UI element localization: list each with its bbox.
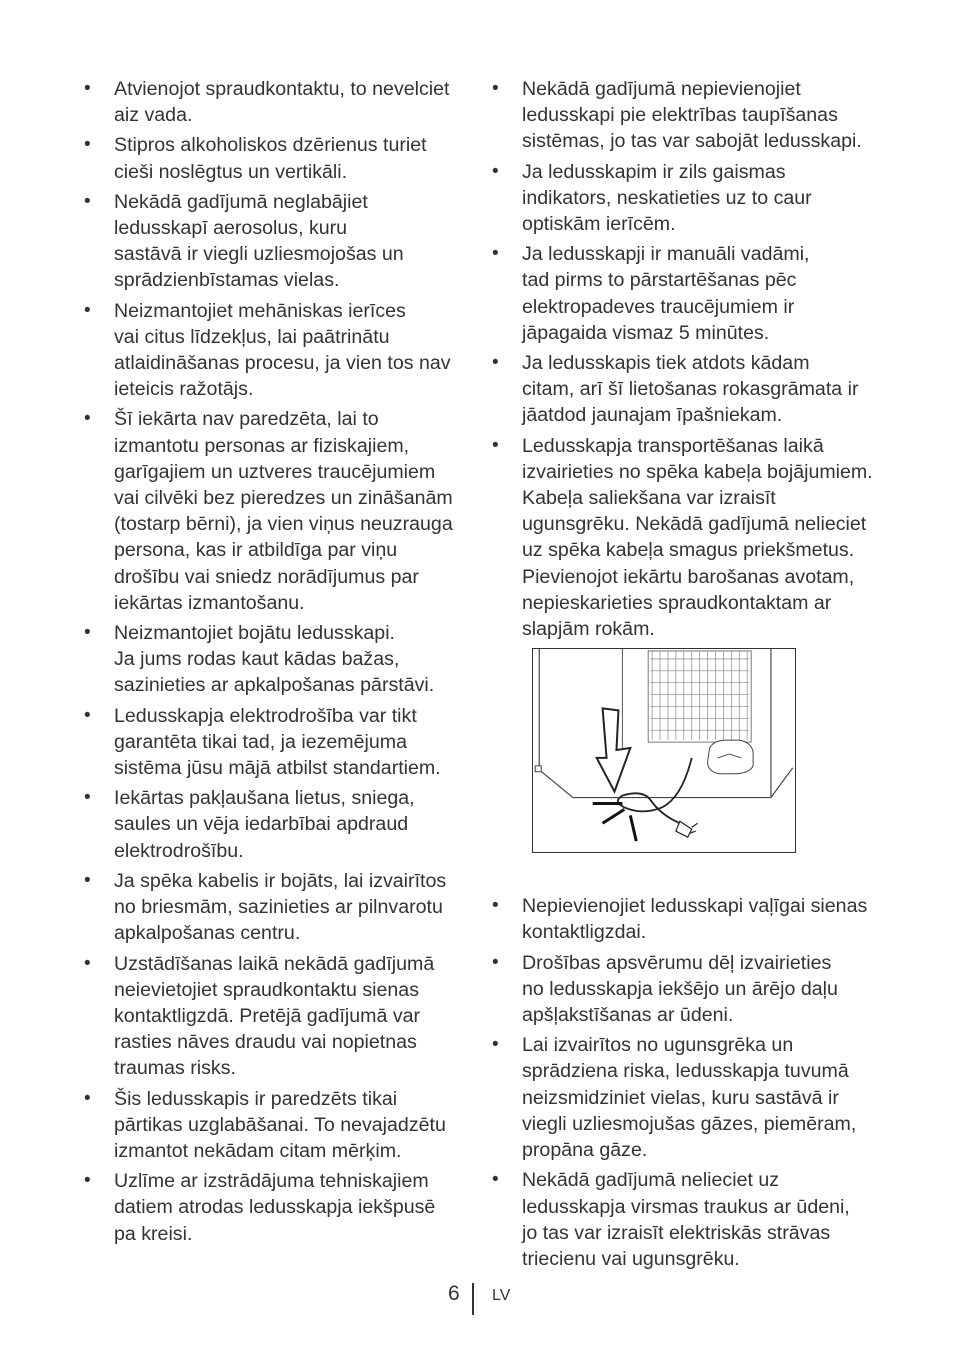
right-column — [492, 76, 877, 1276]
list-item: • Neizmantojiet mehāniskas ierīces vai citus līdzekļus, lai paātrinātu atlaidināšanas procesu, ja vien tos nav ieteicis ražotājs. — [84, 298, 464, 403]
list-item: • Nekādā gadījumā nepievienojiet ledusskapi pie elektrības taupīšanas sistēmas, jo tas var sabojāt ledusskapi. — [492, 76, 877, 155]
right-bullet-list-top — [492, 76, 877, 642]
power-cable-illustration — [532, 648, 796, 853]
list-item: • Šis ledusskapis ir paredzēts tikai pārtikas uzglabāšanai. To nevajadzētu izmantot nekādam citam mērķim. — [84, 1086, 464, 1165]
left-column — [84, 76, 464, 1251]
list-item: • Uzlīme ar izstrādājuma tehniskajiem datiem atrodas ledusskapja iekšpusē pa kreisi. — [84, 1168, 464, 1247]
list-item: • Ledusskapja transportēšanas laikā izvairieties no spēka kabeļa bojājumiem. Kabeļa saliekšana var izraisīt ugunsgrēku. Nekādā gadījumā nelieciet uz spēka kabeļa smagus priekšmetus. Pievienojot iekārtu barošanas avotam, nepieskarieties spraudkontaktam ar slapjām rokām. — [492, 433, 877, 643]
list-item: • Šī iekārta nav paredzēta, lai to izmantotu personas ar fiziskajiem, garīgajiem un uztveres traucējumiem vai cilvēki bez pieredzes un zināšanām (tostarp bērni), ja vien viņus neuzrauga persona, kas ir atbildīga par viņu drošību vai sniedz norādījumus par iekārtas izmantošanu. — [84, 406, 464, 616]
list-item: • Nekādā gadījumā nelieciet uz ledusskapja virsmas traukus ar ūdeni, jo tas var izraisīt elektriskās strāvas triecienu vai ugunsgrēku. — [492, 1167, 877, 1272]
language-code: LV — [492, 1287, 511, 1304]
list-item: • Nepievienojiet ledusskapi vaļīgai sienas kontaktligzdai. — [492, 893, 877, 945]
list-item: • Uzstādīšanas laikā nekādā gadījumā neievietojiet spraudkontaktu sienas kontaktligzdā. Pretējā gadījumā var rasties nāves draudu vai nopietnas traumas risks. — [84, 951, 464, 1082]
left-bullet-list — [84, 76, 464, 1247]
right-bullet-list-bottom — [492, 893, 877, 1272]
fridge-cable-drawing — [533, 649, 795, 852]
list-item: • Iekārtas pakļaušana lietus, sniega, saules un vēja iedarbībai apdraud elektrodrošību. — [84, 785, 464, 864]
list-item: • Ja ledusskapim ir zils gaismas indikators, neskatieties uz to caur optiskām ierīcēm. — [492, 159, 877, 238]
list-item: • Ja ledusskapis tiek atdots kādam citam, arī šī lietošanas rokasgrāmata ir jāatdod jaunajam īpašniekam. — [492, 350, 877, 429]
page-footer — [0, 1280, 954, 1320]
list-item: • Neizmantojiet bojātu ledusskapi. Ja jums rodas kaut kādas bažas, sazinieties ar apkalpošanas pārstāvi. — [84, 620, 464, 699]
list-item: • Atvienojot spraudkontaktu, to nevelciet aiz vada. — [84, 76, 464, 128]
list-item: • Stipros alkoholiskos dzērienus turiet cieši noslēgtus un vertikāli. — [84, 132, 464, 184]
footer-divider — [472, 1283, 474, 1315]
list-item: • Ja ledusskapji ir manuāli vadāmi, tad pirms to pārstartēšanas pēc elektropadeves traucējumiem ir jāpagaida vismaz 5 minūtes. — [492, 241, 877, 346]
list-item: • Drošības apsvērumu dēļ izvairieties no ledusskapja iekšējo un ārējo daļu apšļakstīšanas ar ūdeni. — [492, 950, 877, 1029]
list-item: • Nekādā gadījumā neglabājiet ledusskapī aerosolus, kuru sastāvā ir viegli uzliesmojošas un sprādzienbīstamas vielas. — [84, 189, 464, 294]
list-item: • Ja spēka kabelis ir bojāts, lai izvairītos no briesmām, sazinieties ar pilnvarotu apkalpošanas centru. — [84, 868, 464, 947]
page-number: 6 — [448, 1282, 460, 1305]
list-item: • Lai izvairītos no ugunsgrēka un sprādziena riska, ledusskapja tuvumā neizsmidziniet vielas, kuru sastāvā ir viegli uzliesmojušas gāzes, piemēram, propāna gāze. — [492, 1032, 877, 1163]
list-item: • Ledusskapja elektrodrošība var tikt garantēta tikai tad, ja iezemējuma sistēma jūsu mājā atbilst standartiem. — [84, 703, 464, 782]
